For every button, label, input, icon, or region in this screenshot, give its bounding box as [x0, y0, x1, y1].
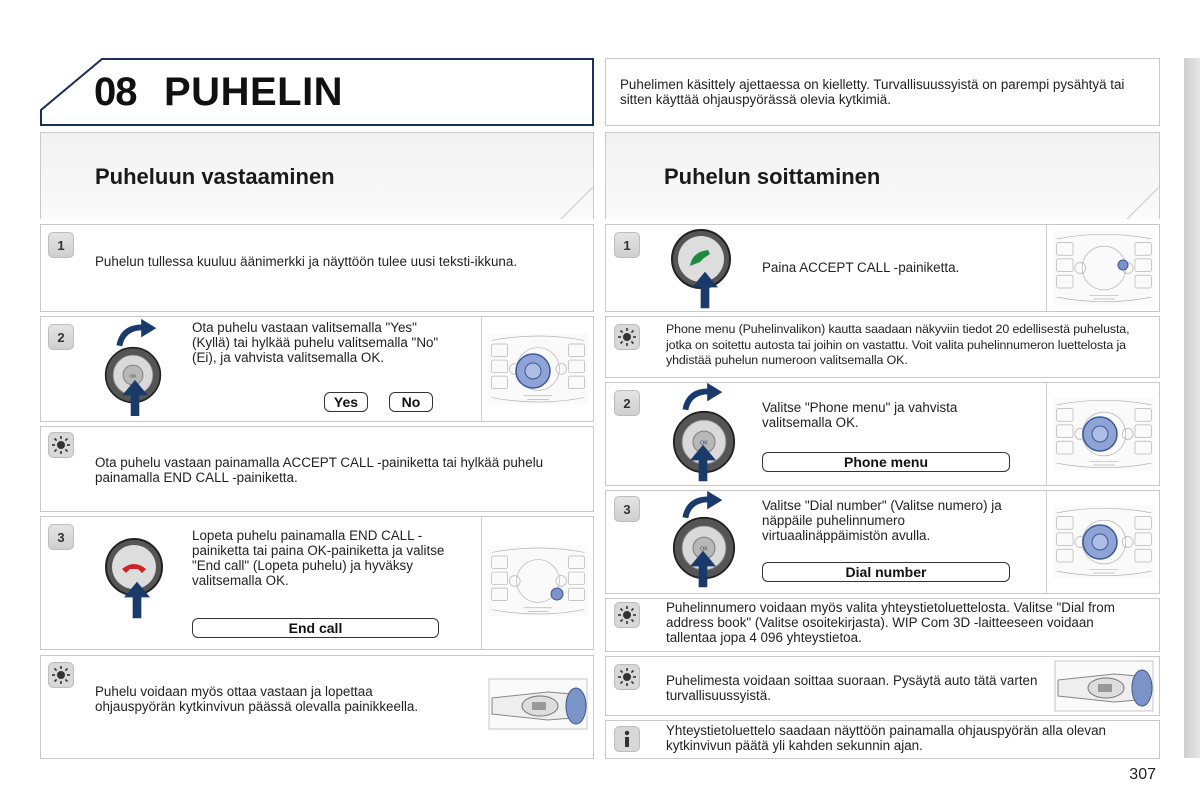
left-step3-text: Lopeta puhelu painamalla END CALL -painiketta tai paina OK-painiketta ja valitse "End call" (Lopeta puhelu) ja hyväksy valitsemalla OK.: [192, 528, 445, 588]
press-arrow-icon: [122, 380, 148, 416]
right-step3-text: Valitse "Dial number" (Valitse numero) ja näppäile puhelinnumero virtuaalinäppäimistön avulla.: [762, 498, 1002, 543]
knob-highlight-icon: [514, 352, 552, 390]
knob-highlight-icon: [1081, 523, 1119, 561]
press-arrow-icon: [690, 550, 716, 588]
phone-menu-button[interactable]: Phone menu: [762, 452, 1010, 472]
press-arrow-icon: [124, 580, 150, 620]
left-step1-text: Puhelun tullessa kuuluu äänimerkki ja näyttöön tulee uusi teksti-ikkuna.: [95, 254, 518, 269]
right-step1-text: Paina ACCEPT CALL -painiketta.: [762, 260, 960, 275]
right-tip2-text: Puhelinnumero voidaan myös valita yhteystietoluettelosta. Valitse "Dial from address book" (Valitse osoitekirjasta). WIP Com 3D -laitteeseen voidaan tallentaa jopa 4 096 yhteystietoa.: [666, 600, 1115, 645]
press-arrow-icon: [690, 444, 716, 482]
radio-unit-thumbnail: [1046, 225, 1159, 311]
end-call-button[interactable]: End call: [192, 618, 439, 638]
chapter-title: PUHELIN: [164, 70, 344, 114]
end-call-highlight-icon: [550, 587, 564, 601]
dial-number-button[interactable]: Dial number: [762, 562, 1010, 582]
steering-stalk-thumbnail: [488, 678, 588, 730]
left-section-title: Puheluun vastaaminen: [95, 164, 335, 189]
no-button[interactable]: No: [389, 392, 433, 412]
tip-icon: [614, 664, 640, 690]
right-tip1-text: Phone menu (Puhelinvalikon) kautta saadaan näkyviin tiedot 20 edellisestä puhelusta, jotka on soitettu autosta tai joihin on vastattu. Voit valita puhelinnumeron luettelosta ja yhdistää puhelun numeroon valitsemalla OK.: [666, 322, 1130, 367]
left-step3-badge: 3: [48, 524, 74, 550]
radio-unit-thumbnail: [481, 517, 593, 649]
left-step2-text: Ota puhelu vastaan valitsemalla "Yes" (Kyllä) tai hylkää puhelu valitsemalla "No" (Ei), ja vahvista valitsemalla OK.: [192, 320, 439, 365]
tip-icon: [48, 432, 74, 458]
right-step2-text: Valitse "Phone menu" ja vahvista valitsemalla OK.: [762, 400, 958, 430]
chapter-number: 08: [94, 70, 137, 114]
right-step3-badge: 3: [614, 496, 640, 522]
knob-highlight-icon: [1081, 415, 1119, 453]
right-step1-badge: 1: [614, 232, 640, 258]
left-step2-badge: 2: [48, 324, 74, 350]
tip-icon: [614, 602, 640, 628]
left-tip2-text: Puhelu voidaan myös ottaa vastaan ja lopettaa ohjauspyörän kytkinvivun päässä olevalla painikkeella.: [95, 684, 419, 714]
tip-icon: [48, 662, 74, 688]
tip-icon: [614, 324, 640, 350]
right-info-text: Yhteystietoluettelo saadaan näyttöön painamalla ohjauspyörän alla olevan kytkinvivun päätä yli kahden sekunnin ajan.: [666, 723, 1106, 753]
right-step2-badge: 2: [614, 390, 640, 416]
right-section-title: Puhelun soittaminen: [664, 164, 881, 189]
warning-note: Puhelimen käsittely ajettaessa on kielletty. Turvallisuussyistä on parempi pysähtyä tai sitten käyttää ohjauspyörässä olevia kytkimiä.: [620, 77, 1125, 107]
left-step1-badge: 1: [48, 232, 74, 258]
steering-stalk-thumbnail: [1054, 660, 1154, 712]
left-tip1-text: Ota puhelu vastaan painamalla ACCEPT CALL -painiketta tai hylkää puhelu painamalla END CALL -painiketta.: [95, 455, 544, 485]
yes-button[interactable]: Yes: [324, 392, 368, 412]
side-tab: [1184, 58, 1200, 758]
accept-call-highlight-icon: [1117, 259, 1129, 271]
info-icon: [614, 726, 640, 752]
right-tip3-text: Puhelimesta voidaan soittaa suoraan. Pysäytä auto tätä varten turvallisuussyistä.: [666, 673, 1038, 703]
page-number: 307: [1129, 766, 1156, 783]
press-arrow-icon: [692, 270, 718, 310]
